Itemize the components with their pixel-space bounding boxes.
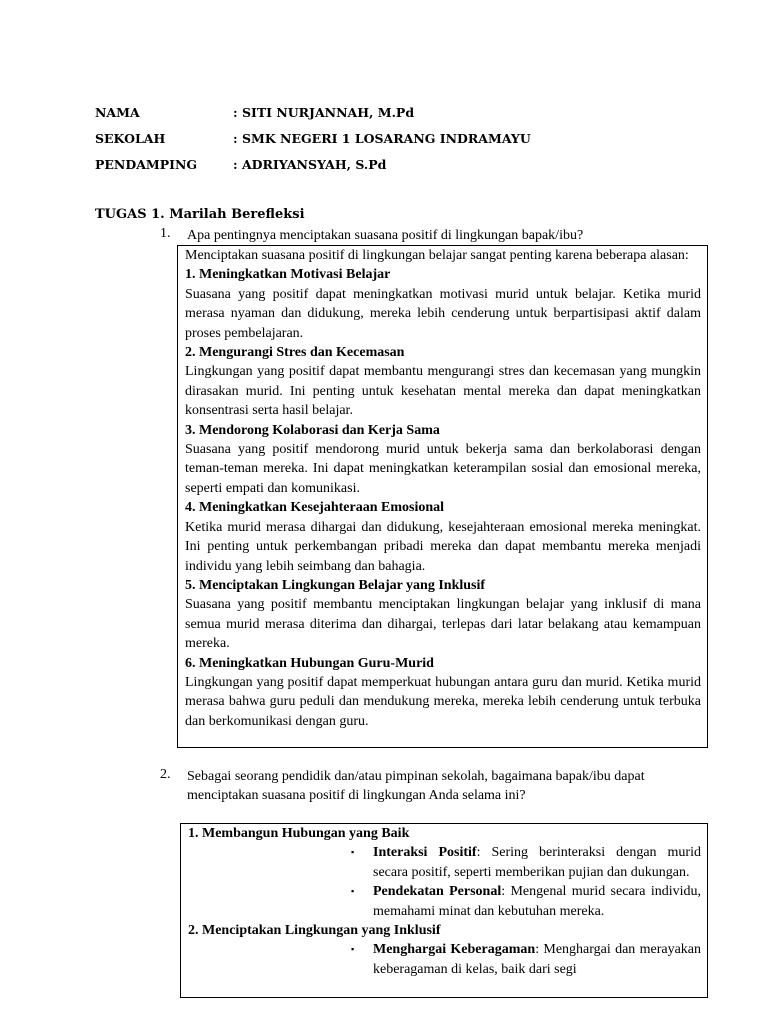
answer-2-box — [180, 823, 708, 998]
question-1-text: Apa pentingnya menciptakan suasana positif di lingkungan bapak/ibu? — [187, 228, 584, 243]
section-heading: 5. Menciptakan Lingkungan Belajar yang Inklusif — [185, 577, 486, 593]
section-body: Lingkungan yang positif dapat memperkuat hubungan antara guru dan murid. Ketika murid merasa bahwa guru peduli dan mendukung mereka, mereka lebih cenderung untuk terbuka dan berkomunikasi dengan guru. — [185, 674, 701, 729]
section-heading: 4. Meningkatkan Kesejahteraan Emosional — [185, 500, 445, 516]
header-value: : SMK NEGERI 1 LOSARANG INDRAMAYU — [233, 131, 531, 146]
section-body: Suasana yang positif dapat meningkatkan motivasi murid untuk belajar. Ketika murid merasa nyaman dan didukung, mereka lebih cenderung untuk berpartisipasi aktif dalam proses pembelajaran. — [185, 286, 701, 341]
section-heading: 1. Membangun Hubungan yang Baik — [188, 826, 410, 841]
section-body: Lingkungan yang positif dapat membantu mengurangi stres dan kecemasan yang mungkin dirasakan murid. Ini penting untuk kesehatan mental mereka dan dapat meningkatkan konsentrasi serta hasil belajar. — [185, 364, 701, 419]
section-heading: 3. Mendorong Kolaborasi dan Kerja Sama — [185, 422, 440, 438]
answer-1-box — [177, 245, 708, 748]
bullet-item — [188, 882, 701, 921]
section-body: Suasana yang positif mendorong murid untuk bekerja sama dan berkolaborasi dengan teman-teman mereka. Ini dapat meningkatkan keterampilan sosial dan emosional mereka, seperti empati dan komunikasi. — [185, 442, 701, 496]
header-value: : SITI NURJANNAH, M.Pd — [233, 105, 415, 120]
section-body: Ketika murid merasa dihargai dan didukung, kesejahteraan emosional mereka meningkat. Ini penting untuk perkembangan pribadi mereka dan dapat membantu mereka menjadi individu yang lebih seimbang dan bahagia. — [185, 519, 701, 574]
header-value: : ADRIYANSYAH, S.Pd — [233, 157, 387, 172]
bullet-term: Interaksi Positif — [373, 845, 477, 861]
bullet-text: : Sering berinteraksi dengan murid secara positif, seperti memberikan pujian dan dukungan. — [373, 845, 701, 880]
section-heading: 2. Mengurangi Stres dan Kecemasan — [185, 345, 405, 361]
bullet-text: : Menghargai dan merayakan keberagaman di kelas, baik dari segi — [373, 942, 702, 977]
bullet-text: : Mengenal murid secara individu, memahami minat dan kebutuhan mereka. — [373, 884, 702, 919]
section-heading: 1. Meningkatkan Motivasi Belajar — [185, 267, 391, 283]
bullet-square-icon: ▪ — [351, 886, 355, 897]
header-label: NAMA — [95, 105, 140, 120]
bullet-term: Menghargai Keberagaman — [373, 942, 536, 958]
bullet-square-icon: ▪ — [351, 944, 355, 955]
answer-1-intro: Menciptakan suasana positif di lingkungan belajar sangat penting karena beberapa alasan: — [185, 248, 689, 263]
bullet-square-icon: ▪ — [351, 847, 355, 858]
bullet-item — [188, 843, 701, 882]
section-heading: 6. Meningkatkan Hubungan Guru-Murid — [185, 655, 434, 671]
question-2-line-2: menciptakan suasana positif di lingkungan Anda selama ini? — [187, 788, 526, 803]
task-title: TUGAS 1. Marilah Berefleksi — [95, 207, 305, 222]
header-label: SEKOLAH — [95, 131, 166, 146]
section-body: Suasana yang positif membantu menciptakan lingkungan belajar yang inklusif di mana semua murid merasa diterima dan dihargai, terlepas dari latar belakang atau kemampuan mereka. — [185, 597, 701, 652]
header-label: PENDAMPING — [95, 157, 198, 172]
question-2-number: 2. — [160, 767, 171, 782]
section-heading: 2. Menciptakan Lingkungan yang Inklusif — [188, 923, 441, 939]
question-1-number: 1. — [160, 226, 171, 241]
question-2-line-1: Sebagai seorang pendidik dan/atau pimpinan sekolah, bagaimana bapak/ibu dapat — [187, 769, 645, 784]
bullet-item — [188, 940, 701, 979]
bullet-term: Pendekatan Personal — [373, 884, 502, 900]
